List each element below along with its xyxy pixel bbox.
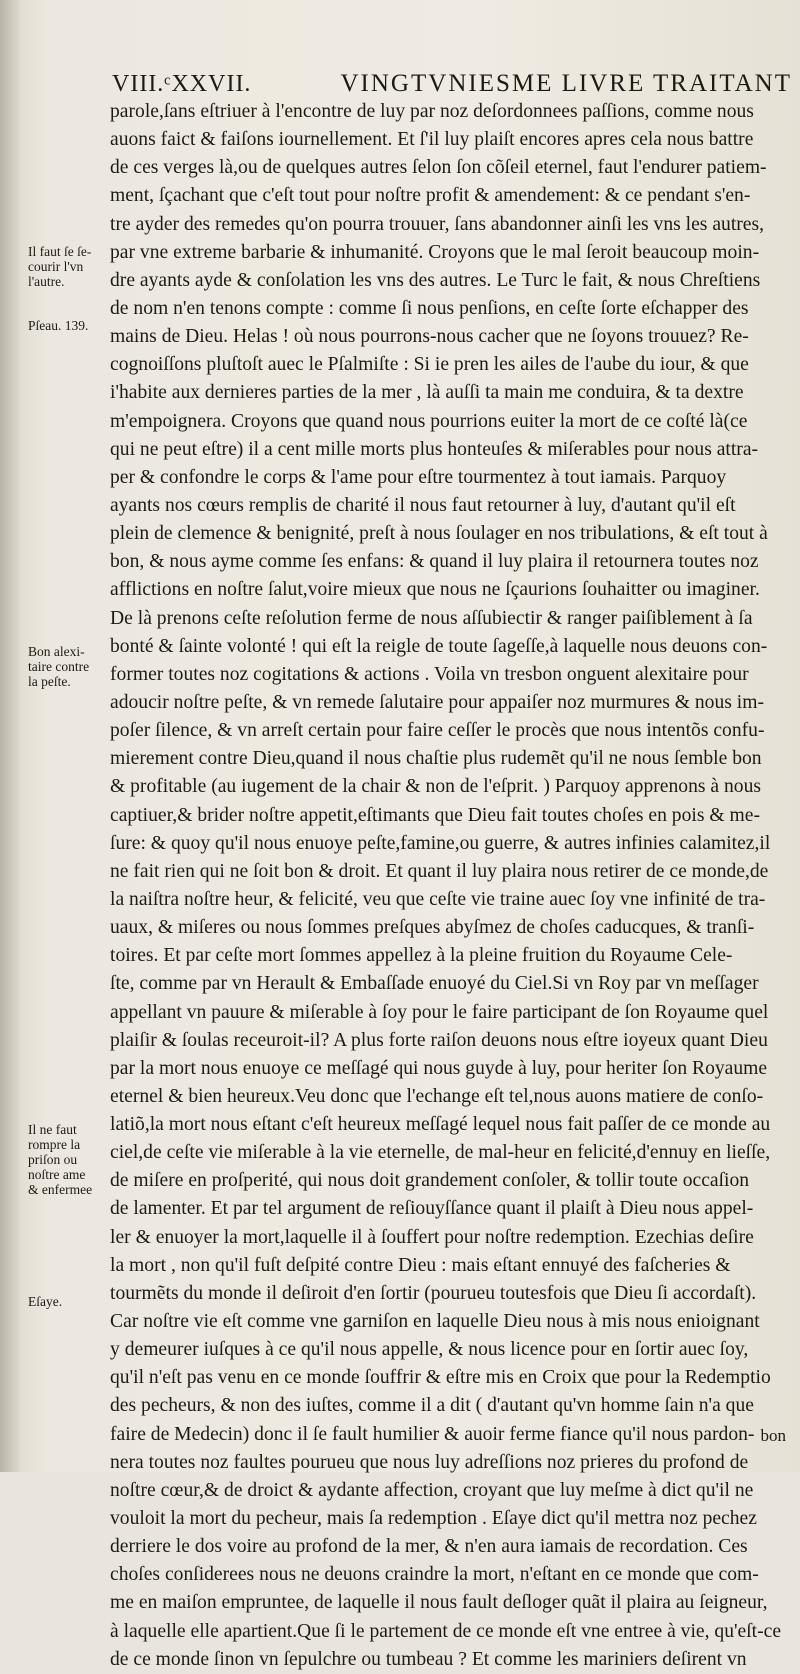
text-line: la naiſtra noſtre heur, & felicité, veu que ceſte vie traine auec ſoy vne infinité de tra- (110, 888, 766, 910)
margin-note: Eſaye. (28, 1294, 63, 1309)
text-line: cognoiſſons pluſtoſt auec le Pſalmiſte : Si ie pren les ailes de l'aube du iour, & que (110, 354, 749, 376)
text-line: bonté & ſainte volonté ! qui eſt la reigle de toute ſageſſe,à laquelle nous deuons con- (110, 635, 768, 657)
text-line: ler & enuoyer la mort,laquelle il à ſouffert pour noſtre redemption. Ezechias deſire (110, 1226, 754, 1248)
folio-number: VIII.ᶜXXVII. (112, 71, 252, 97)
text-line: de ce monde ſinon vn ſepulchre ou tumbeau ? Et comme les mariniers deſirent vn (110, 1648, 747, 1670)
text-line: per & confondre le corps & l'ame pour eſtre tourmentez à tout iamais. Parquoy (110, 466, 727, 488)
text-line: de nom n'en tenons compte : comme ſi nous penſions, en ceſte ſorte eſchapper des (110, 297, 749, 319)
text-line: de ces verges là,ou de quelques autres ſelon ſon cõſeil eternel, faut l'endurer patiem- (110, 157, 767, 179)
text-line: me en maiſon empruntee, de laquelle il nous fault deſloger quãt il plaira au ſeigneur, (110, 1592, 768, 1614)
text-line: choſes conſiderees nous ne deuons craindre la mort, n'eſtant en ce monde que com- (110, 1564, 759, 1586)
text-line: plein de clemence & benignité, preſt à nous ſoulager en nos tribulations, & eſt tout à (110, 523, 768, 545)
margin-note: Il ne faut rompre la priſon ou noſtre ame & enfermee (28, 1122, 93, 1197)
margin-note: Pſeau. 139. (28, 318, 89, 333)
text-line: m'empoignera. Croyons que quand nous pourrions euiter la mort de ce coſté là(ce (110, 410, 748, 432)
text-line: ne fait rien qui ne ſoit bon & droit. Et quant il luy plaira nous retirer de ce monde,de (110, 860, 769, 882)
text-line: derriere le dos voire au profond de la mer, & n'en aura iamais de recordation. Ces (110, 1536, 748, 1558)
text-line: i'habite aux dernieres parties de la mer , là auſſi ta main me conduira, & ta dextre (110, 382, 744, 404)
text-line: toires. Et par ceſte mort ſommes appellez à la pleine fruition du Royaume Cele- (110, 945, 733, 967)
text-line: faire de Medecin) donc il ſe fault humilier & auoir ferme fiance qu'il nous pardon- (110, 1423, 755, 1445)
catchword: bon (760, 1426, 786, 1445)
text-line: plaiſir & ſoulas receuroit-il? A plus forte raiſon deuons nous eſtre ioyeux quant Dieu (110, 1029, 768, 1051)
margin-note: Il faut ſe ſe- courir l'vn l'autre. (28, 244, 92, 289)
text-line: former toutes noz cogitations & actions . Voila vn tresbon onguent alexitaire pour (110, 663, 749, 685)
text-line: De là prenons ceſte reſolution ferme de nous aſſubiectir & ranger paiſiblement à ſa (110, 607, 753, 629)
text-line: de lamenter. Et par tel argument de reſiouyſſance quant il plaiſt à Dieu nous appel- (110, 1198, 754, 1220)
text-line: ſure: & quoy qu'il nous enuoye peſte,famine,ou guerre, & autres infinies calamitez,il (110, 832, 771, 854)
text-line: bon, & nous ayme comme ſes enfans: & quand il luy plaira il retournera toutes noz (110, 551, 759, 573)
text-line: vouloit la mort du pecheur, mais ſa redemption . Eſaye dict qu'il mettra noz pechez (110, 1508, 757, 1530)
text-line: ment, ſçachant que c'eſt tout pour noſtre profit & amendement: & ce pendant s'en- (110, 185, 751, 207)
text-line: tre ayder des remedes qu'on pourra trouuer, ſans abandonner ainſi les vns les autres, (110, 213, 765, 235)
margin-notes (0, 0, 106, 1472)
body-text (110, 98, 800, 1674)
text-line: par vne extreme barbarie & inhumanité. Croyons que le mal ſeroit beaucoup moin- (110, 241, 760, 263)
text-line: qu'il n'eſt pas venu en ce monde ſouffrir & eſtre mis en Croix que pour la Redemptio (110, 1367, 771, 1389)
page-header (112, 58, 792, 98)
text-line: ciel,de ceſte vie miſerable à la vie eternelle, de mal-heur en felicité,d'ennuy en lieſſe, (110, 1142, 771, 1164)
text-line: appellant vn pauure & miſerable à ſoy pour le faire participant de ſon Royaume quel (110, 1001, 769, 1023)
text-line: qui ne peut eſtre) il a cent mille morts plus honteuſes & miſerables pour nous attra- (110, 438, 759, 460)
text-line: noſtre cœur,& de droict & aydante affection, croyant que luy meſme à dict qu'il ne (110, 1479, 754, 1501)
text-line: nera toutes noz faultes pourueu que nous luy adreſſions noz prieres du profond de (110, 1451, 749, 1473)
text-line: mierement contre Dieu,quand il nous chaſtie plus rudemẽt qu'il ne nous ſemble bon (110, 748, 762, 770)
text-line: mains de Dieu. Helas ! où nous pourrons-nous cacher que ne ſoyons trouuez? Re- (110, 326, 749, 348)
text-line: y demeurer iuſques à ce qu'il nous appelle, & nous licence pour en ſortir auec ſoy, (110, 1339, 749, 1361)
text-line: afflictions en noſtre ſalut,voire mieux que nous ne ſçaurions ſouhaitter ou imaginer. (110, 579, 760, 601)
text-line: auons faict & faiſons iournellement. Et ſ'il luy plaiſt encores apres cela nous battre (110, 129, 754, 151)
text-line: à laquelle elle apartient.Que ſi le partement de ce monde eſt vne entree à vie, qu'eſt-ce (110, 1620, 782, 1642)
text-line: tourmẽts du monde il deſiroit d'en ſortir (pourueu toutesfois que Dieu ſi accordaſt). (110, 1282, 757, 1304)
text-line: de miſere en proſperité, qui nous doit grandement conſoler, & tollir toute occaſion (110, 1170, 750, 1192)
text-line: eternel & bien heureux.Veu donc que l'echange eſt tel,nous auons matiere de conſo- (110, 1085, 764, 1107)
text-line: & profitable (au iugement de la chair & non de l'eſprit. ) Parquoy apprenons à nous (110, 776, 762, 798)
text-line: Car noſtre vie eſt comme vne garniſon en laquelle Dieu nous à mis nous enioignant (110, 1311, 760, 1333)
text-line: ayants nos cœurs remplis de charité il nous faut retourner à luy, d'autant qu'il eſt (110, 494, 736, 516)
running-title: VINGTVNIESME LIVRE TRAITANT (340, 70, 792, 97)
text-line: des pecheurs, & non des iuſtes, comme il a dit ( d'autant qu'vn homme ſain n'a que (110, 1395, 754, 1417)
text-line: captiuer,& brider noſtre appetit,eſtimants que Dieu fait toutes choſes en pois & me- (110, 804, 760, 826)
text-line: la mort , non qu'il fuſt deſpité contre Dieu : mais eſtant ennuyé des faſcheries & (110, 1254, 731, 1276)
text-line: adoucir noſtre peſte, & vn remede ſalutaire pour appaiſer noz murmures & nous im- (110, 691, 764, 713)
text-line: ſte, comme par vn Herault & Embaſſade enuoyé du Ciel.Si vn Roy par vn meſſager (110, 973, 759, 995)
text-line: uaux, & miſeres ou nous ſommes preſques abyſmez de choſes caducques, & tranſi- (110, 917, 755, 939)
text-line: par la mort nous enuoye ce meſſagé qui nous guyde à luy, pour heriter ſon Royaume (110, 1057, 768, 1079)
text-line: parole,ſans eſtriuer à l'encontre de luy par noz deſordonnees paſſions, comme nous (110, 101, 754, 122)
text-line: dre ayants ayde & conſolation les vns des autres. Le Turc le fait, & nous Chreſtiens (110, 269, 761, 291)
margin-note: Bon alexi- taire contre la peſte. (28, 644, 90, 689)
text-line: latiõ,la mort nous eſtant c'eſt heureux meſſagé lequel nous fait paſſer de ce monde au (110, 1114, 771, 1136)
text-line: poſer ſilence, & vn arreſt certain pour faire ceſſer le procès que nous intentõs confu- (110, 720, 765, 742)
